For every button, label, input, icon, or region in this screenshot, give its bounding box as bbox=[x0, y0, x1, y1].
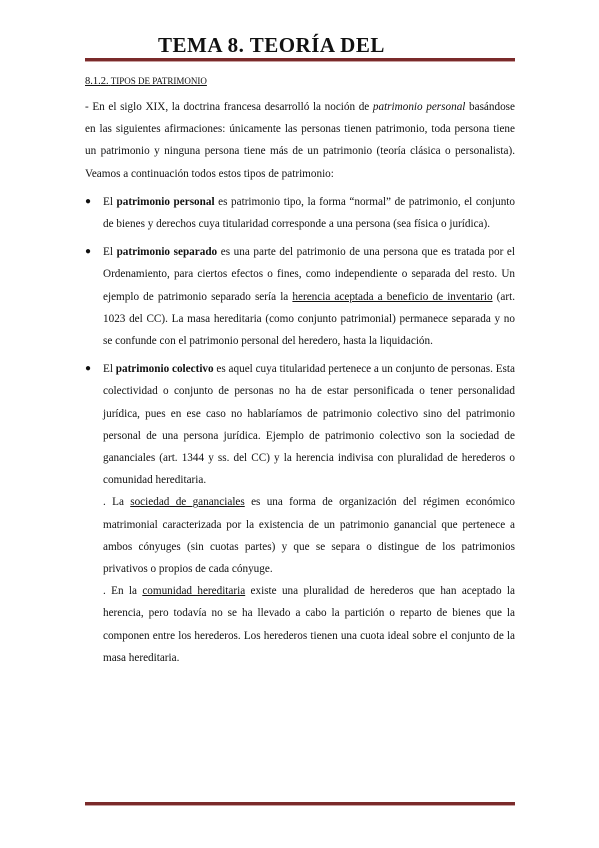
section-title: TIPOS DE PATRIMONIO bbox=[110, 76, 207, 86]
page-title: TEMA 8. TEORÍA DEL bbox=[158, 33, 385, 57]
section-heading bbox=[85, 76, 207, 87]
sub-text-end: es una forma de organización del régimen económico matrimonial caracterizada por la existencia de un patrimonio ganancial que pertenece a ambos cónyuges (sin cuotas partes) y que se separa o distingue de los patrimonios privativos o propios de cada cónyuge. bbox=[103, 496, 515, 576]
bullet-term: patrimonio personal bbox=[116, 195, 215, 208]
bullet-text-start: El bbox=[103, 363, 116, 376]
sub-text-end: existe una pluralidad de herederos que han aceptado la herencia, pero todavía no se ha llevado a cabo la partición o reparto de bienes que la componen entre los herederos. Los herederos tienen una cuota ideal sobre el conjunto de la masa hereditaria. bbox=[103, 585, 515, 664]
sub-paragraph bbox=[85, 580, 515, 669]
bullet-text-end: es patrimonio tipo, la forma “normal” de patrimonio, el conjunto de bienes y derechos cuya titularidad corresponde a una persona (sea física o jurídica). bbox=[103, 195, 515, 231]
bullet-text-end: (art. 1023 del CC). La masa hereditaria (como conjunto patrimonial) permanece separada y no se confunde con el patrimonio personal del heredero, hasta la liquidación. bbox=[103, 290, 515, 348]
bullet-dot-icon: ● bbox=[85, 363, 92, 375]
underlined-term-link[interactable]: herencia aceptada a beneficio de inventario bbox=[292, 290, 493, 303]
bullet-item bbox=[85, 191, 515, 235]
bullet-text-start: El bbox=[103, 195, 117, 208]
bullet-term: patrimonio separado bbox=[116, 246, 218, 259]
intro-paragraph bbox=[85, 96, 515, 185]
bullet-item bbox=[85, 358, 515, 491]
sub-text-start: . En la bbox=[103, 585, 143, 598]
header-rule bbox=[85, 58, 515, 62]
intro-text-end: basándose en las siguientes afirmaciones: únicamente las personas tienen patrimonio, toda persona tiene un patrimonio y ninguna persona tiene más de un patrimonio (teoría clásica o personalista). Veamos a continuación todos estos tipos de patrimonio: bbox=[85, 101, 515, 180]
bullet-dot-icon: ● bbox=[85, 246, 92, 258]
underlined-term-link[interactable]: sociedad de gananciales bbox=[130, 496, 245, 509]
bullet-term: patrimonio colectivo bbox=[115, 363, 214, 376]
bullet-dot-icon: ● bbox=[85, 195, 92, 207]
bullet-item bbox=[85, 241, 515, 352]
bullet-text-middle: es una parte del patrimonio de una persona que es tratada por el Ordenamiento, para ciertos efectos o fines, como independiente o separada del resto. Un ejemplo de patrimonio separado sería la bbox=[103, 246, 515, 303]
sub-paragraph bbox=[85, 491, 515, 580]
intro-text-start: - En el siglo XIX, la doctrina francesa desarrolló la noción de bbox=[85, 101, 373, 113]
footer-rule bbox=[85, 802, 515, 806]
bullet-text-start: El bbox=[103, 246, 117, 259]
bullet-text-end: es aquel cuya titularidad pertenece a un conjunto de personas. Esta colectividad o conjunto de personas no ha de estar personificada o tener personalidad jurídica, pues en ese caso no hablaríamos de patrimonio colectivo sino del patrimonio personal de una persona jurídica. Ejemplo de patrimonio colectivo son la sociedad de gananciales (art. 1344 y ss. del CC) y la herencia indivisa con pluralidad de herederos o comunidad hereditaria. bbox=[103, 363, 515, 487]
document-body bbox=[85, 96, 515, 669]
section-number: 8.1.2. bbox=[85, 76, 109, 87]
underlined-term-link[interactable]: comunidad hereditaria bbox=[142, 585, 246, 598]
intro-emphasis: patrimonio personal bbox=[372, 101, 466, 113]
sub-text-start: . La bbox=[103, 496, 131, 509]
